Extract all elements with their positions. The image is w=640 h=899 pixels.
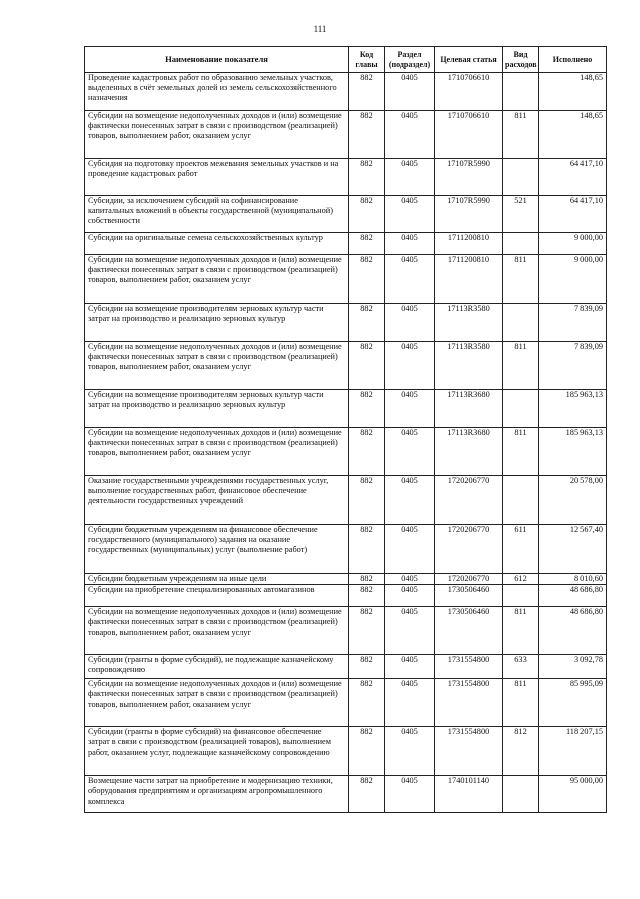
row-name: Субсидии на возмещение недополученных доходов и (или) возмещение фактически понесенных затрат в связи с производством (реализацией) товаров, выполнением работ, оказанием услуг	[85, 607, 349, 655]
row-amount: 9 000,00	[539, 233, 607, 255]
row-section: 0405	[385, 727, 435, 776]
row-article: 1731554800	[435, 655, 503, 679]
row-article: 1710706610	[435, 111, 503, 159]
row-code: 882	[349, 428, 385, 476]
row-article: 17107R5990	[435, 196, 503, 233]
row-code: 882	[349, 585, 385, 607]
row-name: Субсидии бюджетным учреждениям на иные цели	[85, 574, 349, 585]
row-code: 882	[349, 525, 385, 574]
row-name: Субсидии на возмещение производителям зерновых культур части затрат на производство и реализацию зерновых культур	[85, 390, 349, 428]
row-expense-type: 811	[503, 255, 539, 304]
row-name: Проведение кадастровых работ по образованию земельных участков, выделенных в счёт земельных долей из земель сельскохозяйственного назначения	[85, 73, 349, 111]
table-row	[85, 342, 607, 390]
page-number: 111	[313, 24, 327, 34]
header-name: Наименование показателя	[85, 47, 349, 73]
row-code: 882	[349, 607, 385, 655]
row-name: Субсидии на возмещение недополученных доходов и (или) возмещение фактически понесенных затрат в связи с производством (реализацией) товаров, выполнением работ, оказанием услуг	[85, 342, 349, 390]
table-row	[85, 679, 607, 727]
row-article: 1740101140	[435, 776, 503, 813]
row-amount: 48 686,80	[539, 607, 607, 655]
row-article: 1731554800	[435, 727, 503, 776]
row-section: 0405	[385, 476, 435, 525]
header-article: Целевая статья	[435, 47, 503, 73]
table-row	[85, 727, 607, 776]
row-amount: 3 092,78	[539, 655, 607, 679]
row-amount: 7 839,09	[539, 304, 607, 342]
row-section: 0405	[385, 525, 435, 574]
row-article: 1720206770	[435, 476, 503, 525]
table-row	[85, 390, 607, 428]
row-name: Субсидии (гранты в форме субсидий), не подлежащие казначейскому сопровождению	[85, 655, 349, 679]
row-section: 0405	[385, 233, 435, 255]
table-row	[85, 428, 607, 476]
row-code: 882	[349, 476, 385, 525]
table-row	[85, 196, 607, 233]
row-section: 0405	[385, 776, 435, 813]
table-row	[85, 607, 607, 655]
row-article: 1730506460	[435, 585, 503, 607]
row-amount: 185 963,13	[539, 390, 607, 428]
row-name: Субсидии на оригинальные семена сельскохозяйственных культур	[85, 233, 349, 255]
row-article: 1731554800	[435, 679, 503, 727]
row-name: Субсидии на возмещение недополученных доходов и (или) возмещение фактически понесенных затрат в связи с производством (реализацией) товаров, выполнением работ, оказанием услуг	[85, 428, 349, 476]
row-expense-type: 811	[503, 342, 539, 390]
row-code: 882	[349, 727, 385, 776]
table-row	[85, 525, 607, 574]
row-section: 0405	[385, 111, 435, 159]
table-row	[85, 585, 607, 607]
row-amount: 185 963,13	[539, 428, 607, 476]
row-code: 882	[349, 233, 385, 255]
row-amount: 20 578,00	[539, 476, 607, 525]
row-expense-type	[503, 159, 539, 196]
row-amount: 148,65	[539, 111, 607, 159]
row-section: 0405	[385, 255, 435, 304]
table-header-row	[85, 47, 607, 73]
row-article: 1720206770	[435, 574, 503, 585]
row-expense-type: 811	[503, 679, 539, 727]
table-row	[85, 73, 607, 111]
row-amount: 48 686,80	[539, 585, 607, 607]
row-expense-type: 611	[503, 525, 539, 574]
row-name: Субсидии (гранты в форме субсидий) на финансовое обеспечение затрат в связи с производством (реализацией товаров), выполнением работ, оказанием услуг, подлежащие казначейскому сопровождению	[85, 727, 349, 776]
table-row	[85, 574, 607, 585]
row-expense-type: 521	[503, 196, 539, 233]
row-expense-type	[503, 390, 539, 428]
row-section: 0405	[385, 428, 435, 476]
table-row	[85, 111, 607, 159]
row-name: Субсидии, за исключением субсидий на софинансирование капитальных вложений в объекты государственной (муниципальной) собственности	[85, 196, 349, 233]
row-article: 1710706610	[435, 73, 503, 111]
row-article: 1711200810	[435, 233, 503, 255]
row-section: 0405	[385, 585, 435, 607]
table-row	[85, 255, 607, 304]
row-name: Возмещение части затрат на приобретение и модернизацию техники, оборудования предприятиям и организациям агропромышленного комплекса	[85, 776, 349, 813]
row-article: 17107R5990	[435, 159, 503, 196]
table-row	[85, 233, 607, 255]
row-amount: 118 207,15	[539, 727, 607, 776]
row-amount: 148,65	[539, 73, 607, 111]
row-amount: 64 417,10	[539, 159, 607, 196]
row-expense-type: 633	[503, 655, 539, 679]
row-section: 0405	[385, 607, 435, 655]
row-name: Субсидии на приобретение специализированных автомагазинов	[85, 585, 349, 607]
row-section: 0405	[385, 73, 435, 111]
row-code: 882	[349, 159, 385, 196]
row-code: 882	[349, 73, 385, 111]
row-expense-type	[503, 476, 539, 525]
table-row	[85, 655, 607, 679]
row-expense-type	[503, 304, 539, 342]
row-amount: 8 010,60	[539, 574, 607, 585]
row-expense-type: 811	[503, 111, 539, 159]
row-amount: 64 417,10	[539, 196, 607, 233]
row-section: 0405	[385, 574, 435, 585]
budget-execution-table	[84, 46, 607, 813]
header-section: Раздел (подраздел)	[385, 47, 435, 73]
row-article: 17113R3580	[435, 304, 503, 342]
row-section: 0405	[385, 159, 435, 196]
row-code: 882	[349, 255, 385, 304]
row-article: 1730506460	[435, 607, 503, 655]
row-expense-type: 612	[503, 574, 539, 585]
row-name: Субсидии на возмещение недополученных доходов и (или) возмещение фактически понесенных затрат в связи с производством (реализацией) товаров, выполнением работ, оказанием услуг	[85, 255, 349, 304]
table-row	[85, 476, 607, 525]
row-expense-type: 812	[503, 727, 539, 776]
row-section: 0405	[385, 304, 435, 342]
row-amount: 12 567,40	[539, 525, 607, 574]
row-name: Субсидии бюджетным учреждениям на финансовое обеспечение государственного (муниципального) задания на оказание государственных (муниципальных) услуг (выполнение работ)	[85, 525, 349, 574]
row-amount: 9 000,00	[539, 255, 607, 304]
row-expense-type	[503, 233, 539, 255]
row-expense-type: 811	[503, 428, 539, 476]
row-article: 1711200810	[435, 255, 503, 304]
row-code: 882	[349, 111, 385, 159]
row-expense-type	[503, 73, 539, 111]
row-section: 0405	[385, 679, 435, 727]
row-code: 882	[349, 304, 385, 342]
row-expense-type	[503, 585, 539, 607]
header-amount: Исполнено	[539, 47, 607, 73]
row-section: 0405	[385, 196, 435, 233]
row-name: Субсидии на возмещение недополученных доходов и (или) возмещение фактически понесенных затрат в связи с производством (реализацией) товаров, выполнением работ, оказанием услуг	[85, 111, 349, 159]
row-article: 1720206770	[435, 525, 503, 574]
header-code: Код главы	[349, 47, 385, 73]
table-row	[85, 304, 607, 342]
row-code: 882	[349, 390, 385, 428]
row-code: 882	[349, 342, 385, 390]
row-name: Субсидия на подготовку проектов межевания земельных участков и на проведение кадастровых работ	[85, 159, 349, 196]
row-name: Оказание государственными учреждениями государственных услуг, выполнение государственных работ, финансовое обеспечение деятельности государственных учреждений	[85, 476, 349, 525]
row-section: 0405	[385, 655, 435, 679]
row-name: Субсидии на возмещение производителям зерновых культур части затрат на производство и реализацию зерновых культур	[85, 304, 349, 342]
row-code: 882	[349, 655, 385, 679]
table-row	[85, 776, 607, 813]
row-article: 17113R3580	[435, 342, 503, 390]
row-code: 882	[349, 196, 385, 233]
row-code: 882	[349, 574, 385, 585]
row-expense-type	[503, 776, 539, 813]
row-amount: 7 839,09	[539, 342, 607, 390]
row-amount: 85 995,09	[539, 679, 607, 727]
table-row	[85, 159, 607, 196]
row-expense-type: 811	[503, 607, 539, 655]
row-section: 0405	[385, 342, 435, 390]
row-section: 0405	[385, 390, 435, 428]
row-code: 882	[349, 776, 385, 813]
header-expense-type: Вид расходов	[503, 47, 539, 73]
row-article: 17113R3680	[435, 428, 503, 476]
row-name: Субсидии на возмещение недополученных доходов и (или) возмещение фактически понесенных затрат в связи с производством (реализацией) товаров, выполнением работ, оказанием услуг	[85, 679, 349, 727]
row-article: 17113R3680	[435, 390, 503, 428]
table-body	[85, 73, 607, 813]
row-code: 882	[349, 679, 385, 727]
row-amount: 95 000,00	[539, 776, 607, 813]
